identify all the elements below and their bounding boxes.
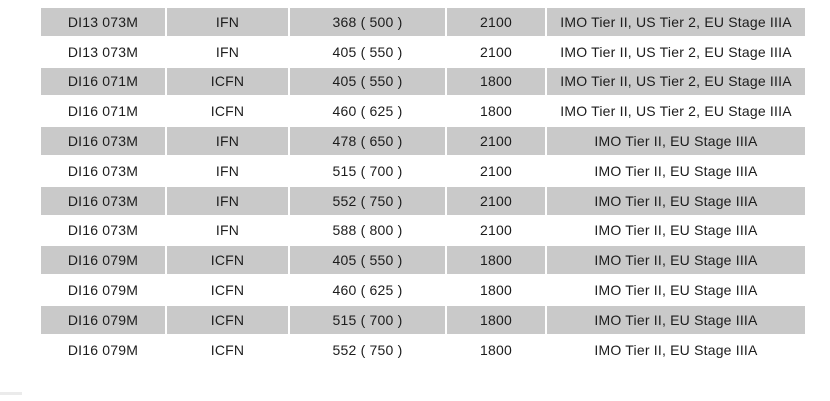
cell-rpm: 2100 [447, 187, 545, 215]
cell-standards: IMO Tier II, EU Stage IIIA [547, 187, 805, 215]
cell-power: 460 ( 625 ) [332, 282, 403, 299]
cell-type: ICFN [167, 246, 288, 274]
cell-rpm: 1800 [480, 282, 512, 299]
cell-rpm: 1800 [447, 306, 545, 334]
cell-type: IFN [215, 43, 240, 60]
cell-power: 460 ( 625 ) [332, 103, 403, 120]
cell-type: ICFN [167, 306, 288, 334]
cell-standards: IMO Tier II, US Tier 2, EU Stage IIIA [560, 103, 792, 120]
cell-standards: IMO Tier II, EU Stage IIIA [594, 282, 758, 299]
cell-standards: IMO Tier II, EU Stage IIIA [547, 246, 805, 274]
cell-rpm: 1800 [447, 246, 545, 274]
cell-type: IFN [167, 187, 288, 215]
cell-standards: IMO Tier II, EU Stage IIIA [547, 306, 805, 334]
cell-power: 368 ( 500 ) [290, 8, 445, 36]
cell-power: 515 ( 700 ) [332, 162, 403, 179]
cell-model: DI16 079M [67, 341, 139, 358]
cell-standards: IMO Tier II, EU Stage IIIA [594, 222, 758, 239]
cell-rpm: 1800 [480, 341, 512, 358]
cell-model: DI16 079M [41, 306, 165, 334]
cell-power: 552 ( 750 ) [290, 187, 445, 215]
cell-type: IFN [167, 8, 288, 36]
cell-model: DI13 073M [67, 43, 139, 60]
cell-standards: IMO Tier II, US Tier 2, EU Stage IIIA [547, 68, 805, 96]
cell-rpm: 2100 [480, 222, 512, 239]
cell-model: DI16 073M [41, 187, 165, 215]
cell-model: DI16 071M [67, 103, 139, 120]
cell-type: IFN [215, 222, 240, 239]
cell-model: DI16 079M [41, 246, 165, 274]
cell-model: DI16 071M [41, 68, 165, 96]
cell-rpm: 1800 [480, 103, 512, 120]
cell-type: ICFN [210, 103, 245, 120]
cell-rpm: 2100 [447, 127, 545, 155]
cell-model: DI13 073M [41, 8, 165, 36]
cell-power: 515 ( 700 ) [290, 306, 445, 334]
cell-rpm: 2100 [480, 162, 512, 179]
cell-type: IFN [167, 127, 288, 155]
cell-standards: IMO Tier II, US Tier 2, EU Stage IIIA [560, 43, 792, 60]
cell-power: 552 ( 750 ) [332, 341, 403, 358]
cell-power: 405 ( 550 ) [290, 68, 445, 96]
cell-power: 405 ( 550 ) [290, 246, 445, 274]
engine-spec-table [41, 8, 805, 364]
cell-power: 588 ( 800 ) [332, 222, 403, 239]
cell-type: IFN [215, 162, 240, 179]
cell-type: ICFN [167, 68, 288, 96]
cell-model: DI16 073M [41, 127, 165, 155]
cell-model: DI16 079M [67, 282, 139, 299]
cell-rpm: 2100 [447, 8, 545, 36]
cell-type: ICFN [210, 282, 245, 299]
cell-model: DI16 073M [67, 222, 139, 239]
cell-power: 478 ( 650 ) [290, 127, 445, 155]
cell-power: 405 ( 550 ) [332, 43, 403, 60]
bottom-left-artifact-bar [0, 392, 22, 395]
cell-rpm: 1800 [447, 68, 545, 96]
cell-standards: IMO Tier II, US Tier 2, EU Stage IIIA [547, 8, 805, 36]
cell-model: DI16 073M [67, 162, 139, 179]
cell-type: ICFN [210, 341, 245, 358]
cell-rpm: 2100 [480, 43, 512, 60]
cell-standards: IMO Tier II, EU Stage IIIA [594, 341, 758, 358]
cell-standards: IMO Tier II, EU Stage IIIA [594, 162, 758, 179]
cell-standards: IMO Tier II, EU Stage IIIA [547, 127, 805, 155]
